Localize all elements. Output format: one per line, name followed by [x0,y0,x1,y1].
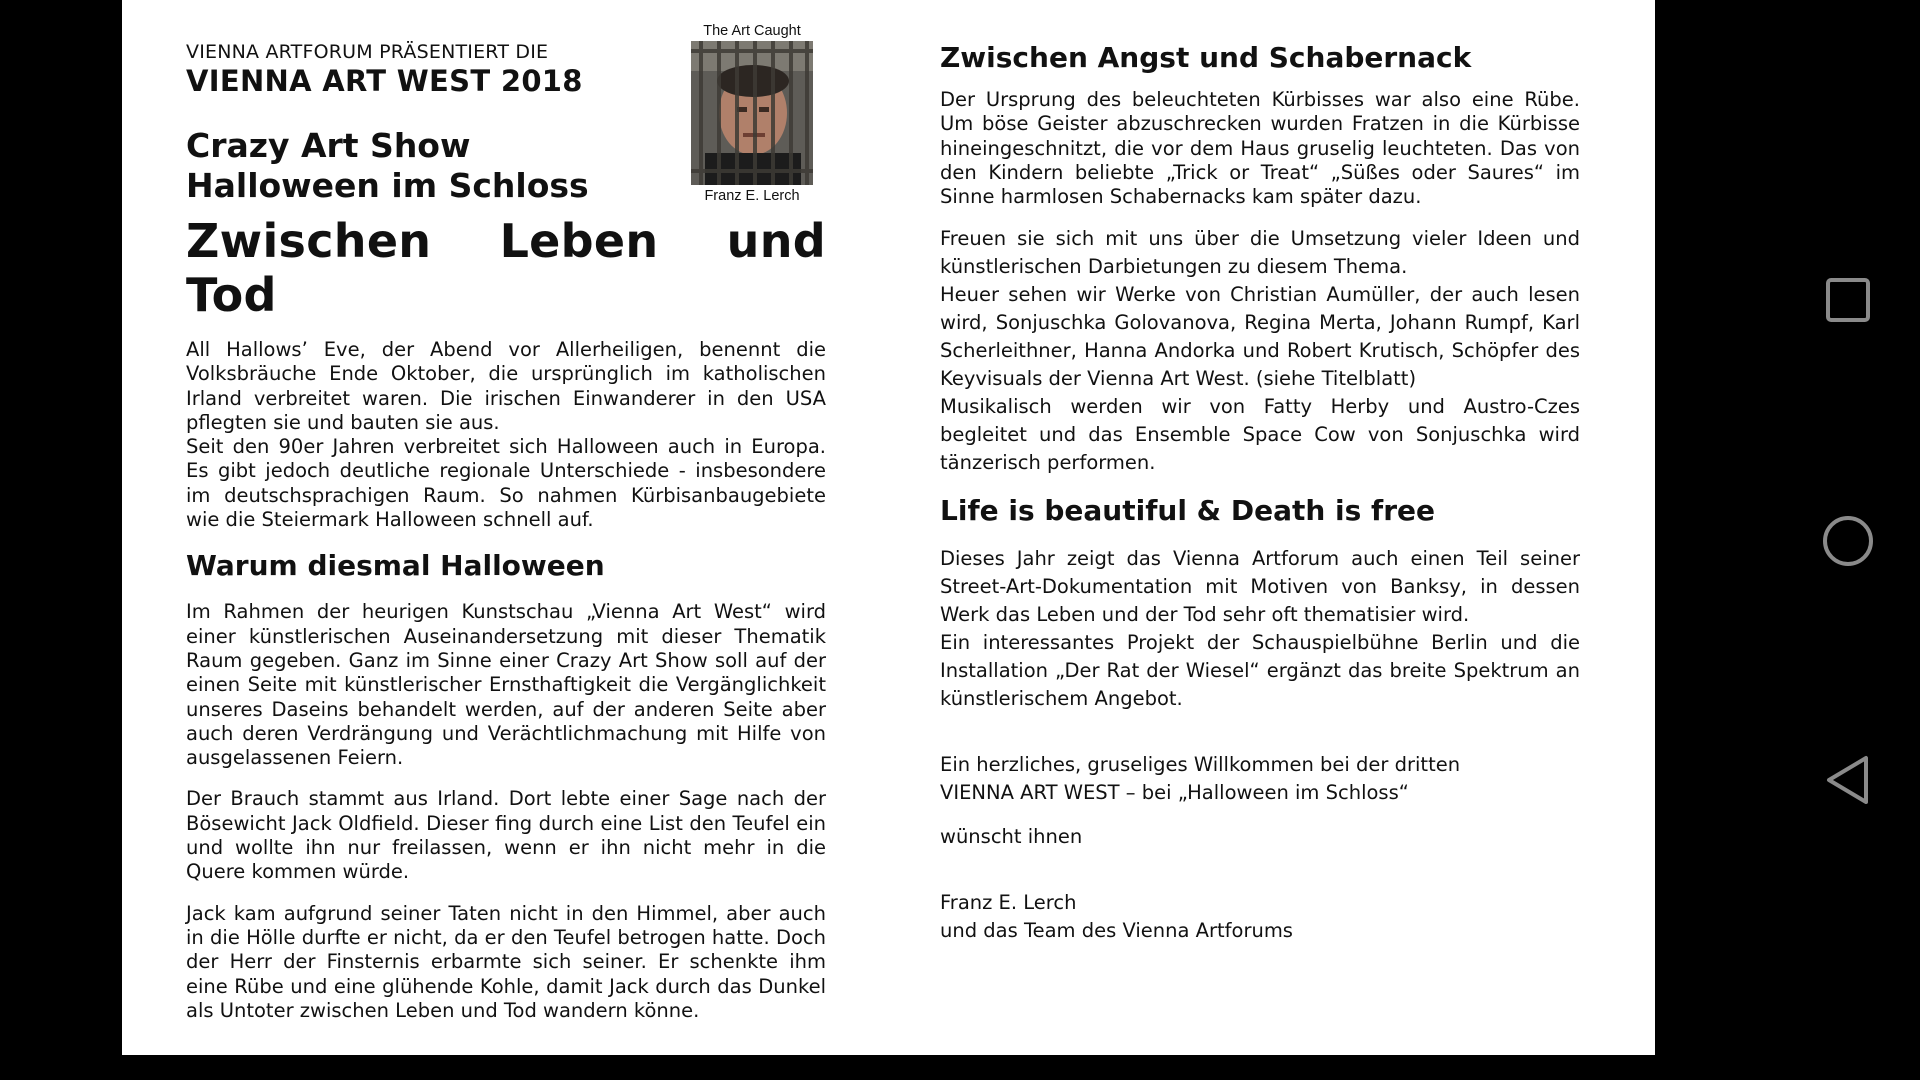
welcome-line-2: VIENNA ART WEST – bei „Halloween im Schloss“ [940,781,1409,805]
paragraph-jack: Jack kam aufgrund seiner Taten nicht in den Himmel, aber auch in die Hölle durfte er nicht, da er den Teufel betrogen hatte. Doch der Herr der Finsternis erbarmte sich seiner. Er schenkte ihm eine Rübe und eine glühende Kohle, damit Jack durch das Dunkel als Untoter zwischen Leben und Tod wandern könne. [186,901,826,1022]
home-circle-icon [1822,515,1874,567]
right-column [940,40,1580,945]
recents-square-icon [1826,278,1870,322]
document-page [122,0,1655,1055]
photo-caption-bottom: Franz E. Lerch [704,188,800,204]
recents-button[interactable] [1826,278,1870,326]
paragraph-brauch: Der Brauch stammt aus Irland. Dort lebte einer Sage nach der Bösewicht Jack Oldfield. Dieser fing durch eine List den Teufel ein und wollte ihn nur freilassen, wenn er ihn nicht mehr in die Quere kommen würde. [186,787,826,884]
portrait-image [691,41,813,185]
portrait-figure [689,22,815,205]
paragraph-street-art: Dieses Jahr zeigt das Vienna Artforum auch einen Teil seiner Street-Art-Dokumentation mit Motiven von Banksy, in dessen Werk das Leben und der Tod sehr oft thematisier wird. [940,547,1580,627]
wishes-line: wünscht ihnen [940,825,1083,849]
back-triangle-icon [1824,754,1872,806]
show-title-2: Halloween im Schloss [186,166,589,205]
event-title: VIENNA ART WEST 2018 [186,64,583,98]
paragraph-rahmen: Im Rahmen der heurigen Kunstschau „Vienna Art West“ wird einer künstlerischen Auseinandersetzung mit dieser Thematik Raum gegeben. Ganz im Sinne einer Crazy Art Show soll auf der einen Seite mit künstlerischer Ernsthaftigkeit die Vergänglichkeit unseres Daseins behandelt werden, auf der anderen Seite aber auch deren Verdrängung und Verächtlichmachung mit Hilfe von ausgelassenen Feiern. [186,600,826,770]
portrait-photo [691,41,813,185]
back-button[interactable] [1824,754,1872,810]
heading-angst: Zwischen Angst und Schabernack [940,41,1472,74]
photo-caption-top: The Art Caught [703,23,801,39]
signature-team: und das Team des Vienna Artforums [940,919,1293,943]
welcome-line-1: Ein herzliches, gruseliges Willkommen bei der dritten [940,753,1461,777]
paragraph-musik: Musikalisch werden wir von Fatty Herby und Austro-Czes begleitet und das Ensemble Space Cow von Sonjuschka wird tänzerisch performen. [940,395,1580,475]
page-title: Zwischen Leben und Tod [186,214,826,322]
signature-name: Franz E. Lerch [940,891,1077,915]
presents-line: VIENNA ARTFORUM PRÄSENTIERT DIE [186,41,549,63]
paragraph-projekt: Ein interessantes Projekt der Schauspielbühne Berlin und die Installation „Der Rat der Wiesel“ ergänzt das breite Spektrum an künstlerischem Angebot. [940,631,1580,711]
paragraph-ursprung: Der Ursprung des beleuchteten Kürbisses war also eine Rübe. Um böse Geister abzuschrecken wurden Fratzen in die Kürbisse hineingeschnitzt, die vor dem Haus gruselig leuchteten. Das von den Kindern beliebte „Trick or Treat“ „Süßes oder Saures“ im Sinne harmlosen Schabernacks kam später dazu. [940,88,1580,209]
paragraph-heuer: Heuer sehen wir Werke von Christian Aumüller, der auch lesen wird, Sonjuschka Golovanova, Regina Merta, Johann Rumpf, Karl Scherleithner, Hanna Andorka und Robert Krutisch, Schöpfer des Keyvisuals der Vienna Art West. (siehe Titelblatt) [940,283,1580,391]
heading-life: Life is beautiful & Death is free [940,494,1436,528]
show-title-1: Crazy Art Show [186,126,471,165]
intro-paragraph-1: All Hallows’ Eve, der Abend vor Allerheiligen, benennt die Volksbräuche Ende Oktober, die ursprünglich im katholischen Irland verbreitet waren. Die irischen Einwanderer in den USA pflegten sie und bauten sie aus. [186,338,826,434]
paragraph-freuen: Freuen sie sich mit uns über die Umsetzung vieler Ideen und künstlerischen Darbietungen zu diesem Thema. [940,227,1580,279]
intro-paragraph-2: Seit den 90er Jahren verbreitet sich Halloween auch in Europa. Es gibt jedoch deutliche regionale Unterschiede - insbesondere im deutschsprachigen Raum. So nahmen Kürbisanbaugebiete wie die Steiermark Halloween schnell auf. [186,435,826,532]
heading-warum: Warum diesmal Halloween [186,549,605,583]
home-button[interactable] [1822,515,1874,571]
